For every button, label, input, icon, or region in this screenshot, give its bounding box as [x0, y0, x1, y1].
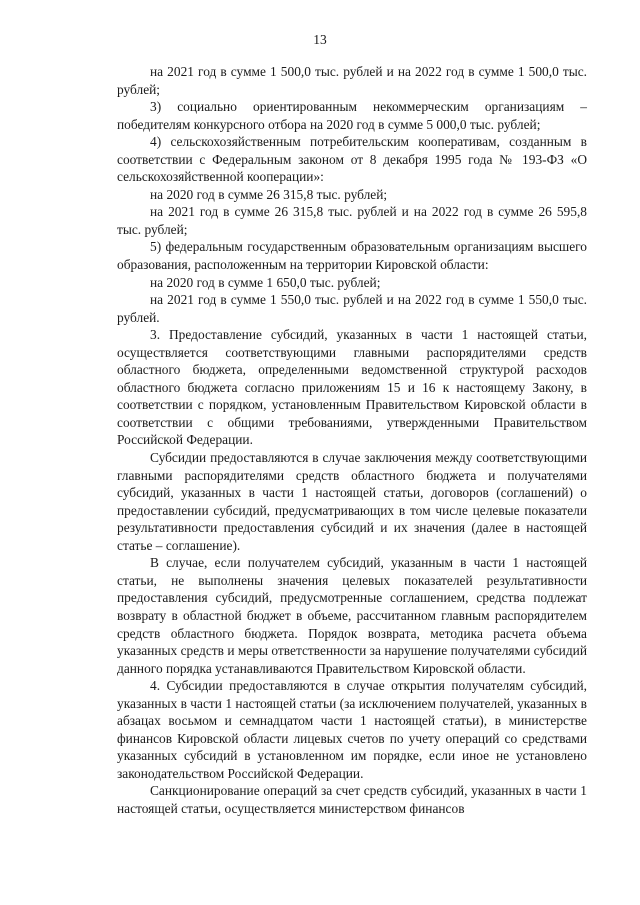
- document-body: [117, 63, 587, 818]
- paragraph-4: на 2020 год в сумме 26 315,8 тыс. рублей;: [150, 186, 388, 202]
- paragraph-5: на 2021 год в сумме 26 315,8 тыс. рублей и на 2022 год в сумме 26 595,8 тыс. рублей;: [117, 204, 587, 237]
- paragraph-6: 5) федеральным государственным образовательным организациям высшего образования, расположенным на территории Кировской области:: [117, 239, 587, 273]
- page-number: 13: [313, 32, 327, 47]
- paragraph-11: В случае, если получателем субсидий, указанным в части 1 настоящей статьи, не выполнены значения целевых показателей результативности предоставления субсидий, предусмотренные соглашением, средства подлежат возврату в областной бюджет в объеме, рассчитанном главным распорядителем средств областного бюджета. Порядок возврата, методика расчета объема указанных средств и меры ответственности за нарушение получателями субсидий данного порядка устанавливаются Правительством Кировской области.: [117, 555, 587, 676]
- paragraph-9: 3. Предоставление субсидий, указанных в части 1 настоящей статьи, осуществляется соответствующими главными распорядителями средств областного бюджета, определенными ведомственной структурой расходов областного бюджета согласно приложениям 15 и 16 к настоящему Закону, в соответствии с порядком, установленным Правительством Кировской области в соответствии с общими требованиями, утвержденными Правительством Российской Федерации.: [117, 327, 587, 448]
- paragraph-13: Санкционирование операций за счет средств субсидий, указанных в части 1 настоящей статьи, осуществляется министерством финансов: [117, 783, 587, 816]
- paragraph-12: 4. Субсидии предоставляются в случае открытия получателям субсидий, указанных в части 1 настоящей статьи (за исключением получателей, указанных в абзацах восьмом и семнадцатом части 1 настоящей статьи), в министерстве финансов Кировской области лицевых счетов по учету операций со средствами указанных субсидий в установленном им порядке, если иное не установлено законодательством Российской Федерации.: [117, 678, 587, 781]
- paragraph-3: 4) сельскохозяйственным потребительским кооперативам, созданным в соответствии с Федеральным законом от 8 декабря 1995 года № 193-ФЗ «О сельскохозяйственной кооперации»:: [117, 134, 587, 185]
- paragraph-10: Субсидии предоставляются в случае заключения между соответствующими главными распорядителями средств областного бюджета и получателями субсидий, указанных в части 1 настоящей статьи, договоров (соглашений) о предоставлении субсидий, предусматривающих в том числе целевые показатели результативности предоставления субсидий и их значения (далее в настоящей статье – соглашение).: [117, 450, 587, 553]
- paragraph-1: на 2021 год в сумме 1 500,0 тыс. рублей и на 2022 год в сумме 1 500,0 тыс. рублей;: [117, 64, 587, 97]
- paragraph-8: на 2021 год в сумме 1 550,0 тыс. рублей и на 2022 год в сумме 1 550,0 тыс. рублей.: [117, 292, 587, 325]
- paragraph-2: 3) социально ориентированным некоммерческим организациям – победителям конкурсного отбора на 2020 год в сумме 5 000,0 тыс. рублей;: [117, 99, 587, 132]
- paragraph-7: на 2020 год в сумме 1 650,0 тыс. рублей;: [150, 274, 381, 290]
